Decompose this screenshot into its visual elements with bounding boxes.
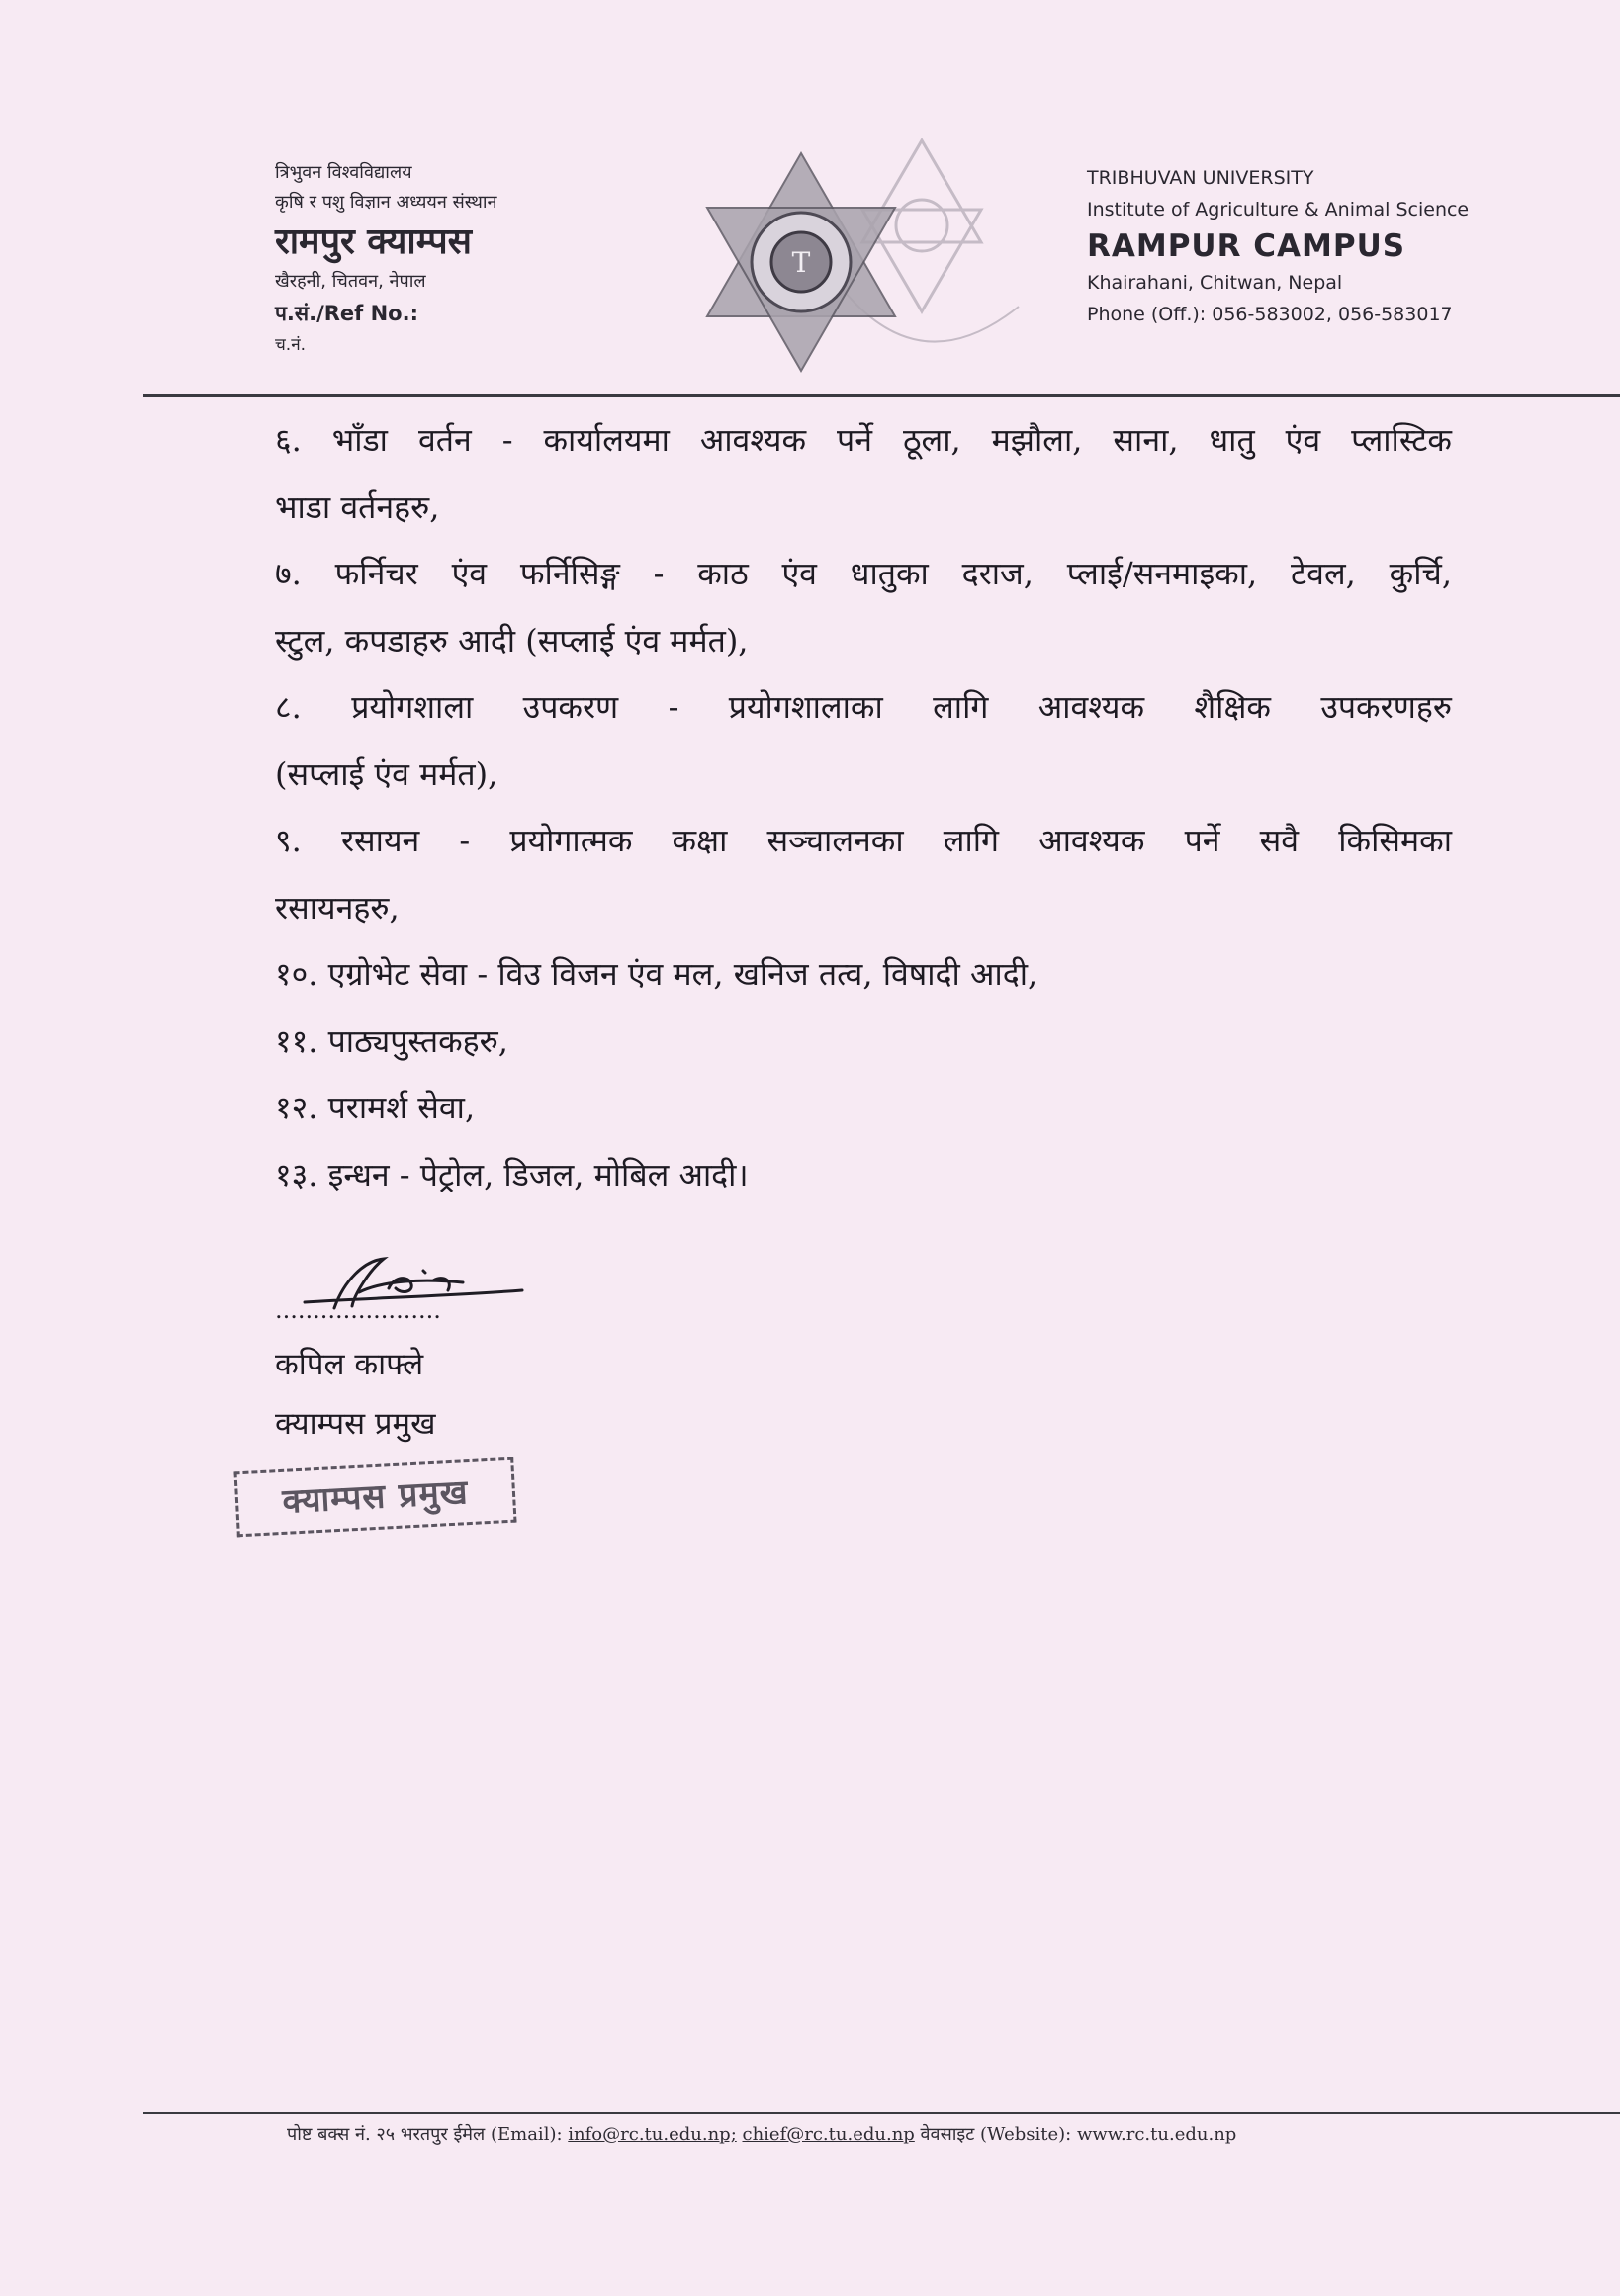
footer-divider: [143, 2112, 1620, 2114]
list-item-13: १३. इन्धन - पेट्रोल, डिजल, मोबिल आदी।: [275, 1155, 749, 1193]
university-name-np: त्रिभुवन विश्वविद्यालय: [275, 162, 412, 183]
list-item-8: ८. प्रयोगशाला उपकरण - प्रयोगशालाका लागि आवश्यक शैक्षिक उपकरणहरु: [275, 688, 1452, 726]
institute-name-en: Institute of Agriculture & Animal Science: [1087, 199, 1470, 221]
footer-email-chief[interactable]: chief@rc.tu.edu.np: [742, 2124, 915, 2145]
signatory-title: क्याम्पस प्रमुख: [275, 1406, 436, 1442]
list-item-9-cont: रसायनहरु,: [275, 888, 400, 927]
footer-contact: [287, 2122, 1474, 2146]
list-item-7: ७. फर्निचर एंव फर्निसिङ्ग - काठ एंव धातुका दराज, प्लाई/सनमाइका, टेवल, कुर्चि,: [275, 555, 1452, 592]
address-np: खैरहनी, चितवन, नेपाल: [275, 271, 426, 292]
university-emblem-icon: [692, 138, 1068, 391]
footer-website: वेवसाइट (Website): www.rc.tu.edu.np: [920, 2124, 1237, 2145]
institute-name-np: कृषि र पशु विज्ञान अध्ययन संस्थान: [275, 192, 497, 213]
signature-dots: ......................: [275, 1296, 441, 1320]
signatory-name: कपिल काफ्ले: [275, 1347, 424, 1382]
document-body: [275, 407, 1452, 1208]
header-english: [1087, 162, 1469, 330]
footer-prefix: पोष्ट बक्स नं. २५ भरतपुर ईमेल (Email):: [287, 2124, 563, 2145]
list-item-12: १२. परामर्श सेवा,: [275, 1089, 476, 1126]
list-item-6: ६. भाँडा वर्तन - कार्यालयमा आवश्यक पर्ने ठूला, मझौला, साना, धातु एंव प्लास्टिक: [275, 421, 1452, 459]
university-name-en: TRIBHUVAN UNIVERSITY: [1087, 167, 1314, 189]
header-divider: [143, 394, 1620, 397]
phone-en: Phone (Off.): 056-583002, 056-583017: [1087, 304, 1453, 325]
signature-icon: [275, 1241, 532, 1320]
address-en: Khairahani, Chitwan, Nepal: [1087, 272, 1343, 294]
list-item-6-cont: भाडा वर्तनहरु,: [275, 487, 440, 526]
ref-no: प.सं./Ref No.:: [275, 302, 418, 325]
official-stamp: क्याम्पस प्रमुख: [233, 1457, 516, 1538]
footer-email-info[interactable]: info@rc.tu.edu.np;: [568, 2124, 737, 2145]
list-item-10: १०. एग्रोभेट सेवा - विउ विजन एंव मल, खनिज तत्व, विषादी आदी,: [275, 955, 1038, 993]
list-item-7-cont: स्टुल, कपडाहरु आदी (सप्लाई एंव मर्मत),: [275, 621, 749, 660]
svg-text:T: T: [791, 246, 811, 279]
list-item-8-cont: (सप्लाई एंव मर्मत),: [275, 754, 498, 793]
header-nepali: [275, 158, 497, 360]
signatory-block: [275, 1335, 435, 1454]
campus-name-en: RAMPUR CAMPUS: [1087, 228, 1406, 264]
dispatch-no: च.नं.: [275, 335, 307, 355]
list-item-9: ९. रसायन - प्रयोगात्मक कक्षा सञ्चालनका लागि आवश्यक पर्ने सवै किसिमका: [275, 822, 1452, 859]
campus-name-np: रामपुर क्याम्पस: [275, 221, 473, 262]
list-item-11: ११. पाठ्यपुस्तकहरु,: [275, 1021, 508, 1060]
